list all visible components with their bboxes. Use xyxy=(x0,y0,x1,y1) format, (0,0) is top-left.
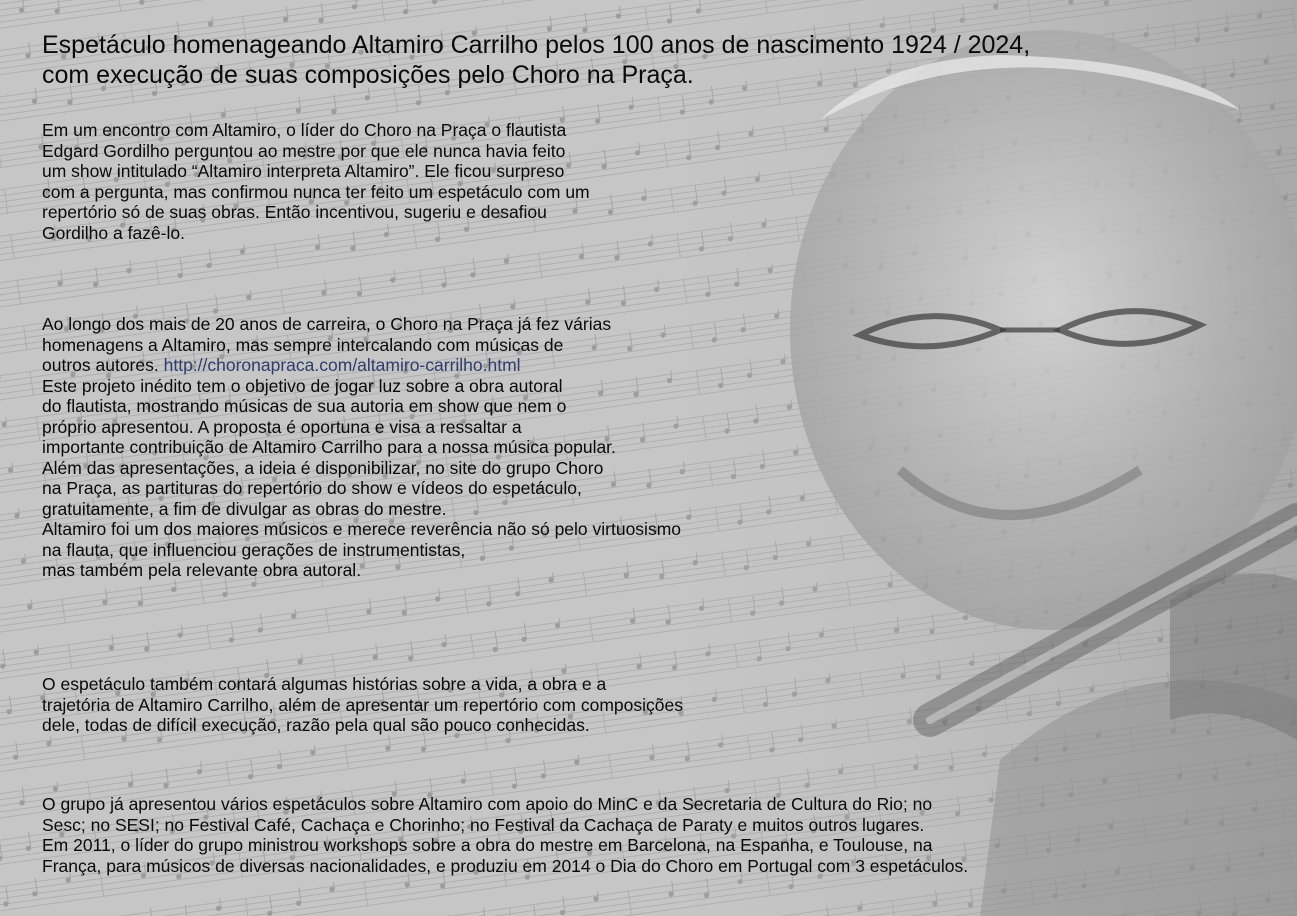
paragraph-line: um show intitulado “Altamiro interpreta Altamiro”. Ele ficou surpreso xyxy=(42,161,565,181)
paragraph-line: Ao longo dos mais de 20 anos de carreira, o Choro na Praça já fez várias xyxy=(42,314,612,334)
paragraph-line: O grupo já apresentou vários espetáculos sobre Altamiro com apoio do MinC e da Secretaria de Cultura do Rio; no xyxy=(42,794,933,814)
paragraph-line: repertório só de suas obras. Então incentivou, sugeriu e desafiou xyxy=(42,202,547,222)
paragraph-line: Gordilho a fazê-lo. xyxy=(42,222,185,243)
paragraph-line: gratuitamente, a fim de divulgar as obras do mestre. xyxy=(42,498,447,519)
paragraph-line: Além das apresentações, a ideia é disponibilizar, no site do grupo Choro xyxy=(42,457,604,478)
paragraph-line: Em 2011, o líder do grupo ministrou workshops sobre a obra do mestre em Barcelona, na Espanha, e Toulouse, na xyxy=(42,835,933,855)
paragraph-line: trajetória de Altamiro Carrilho, além de apresentar um repertório com composições xyxy=(42,694,683,715)
paragraph-line: na Praça, as partituras do repertório do show e vídeos do espetáculo, xyxy=(42,478,582,498)
paragraph-project xyxy=(42,314,681,581)
paragraph-line: mas também pela relevante obra autoral. xyxy=(42,560,362,580)
page-title xyxy=(42,30,1242,90)
paragraph-line: com a pergunta, mas confirmou nunca ter feito um espetáculo com um xyxy=(42,181,590,202)
paragraph-history xyxy=(42,794,968,876)
paragraph-stories xyxy=(42,674,683,736)
paragraph-line: próprio apresentou. A proposta é oportuna e visa a ressaltar a xyxy=(42,416,522,437)
paragraph-line: do flautista, mostrando músicas de sua autoria em show que nem o xyxy=(42,396,567,416)
paragraph-line: O espetáculo também contará algumas histórias sobre a vida, a obra e a xyxy=(42,674,607,694)
paragraph-line: dele, todas de difícil execução, razão pela qual são pouco conhecidas. xyxy=(42,715,590,735)
altamiro-page-link[interactable]: http://choronapraca.com/altamiro-carrilho.html xyxy=(163,355,521,375)
paragraph-line: na flauta, que influenciou gerações de instrumentistas, xyxy=(42,539,466,560)
paragraph-line: Este projeto inédito tem o objetivo de jogar luz sobre a obra autoral xyxy=(42,375,563,396)
title-line: com execução de suas composições pelo Choro na Praça. xyxy=(42,61,694,89)
document-body xyxy=(42,30,1282,876)
paragraph-line: França, para músicos de diversas nacionalidades, e produziu em 2014 o Dia do Choro em Portugal com 3 espetáculos. xyxy=(42,855,969,876)
paragraph-line: Altamiro foi um dos maiores músicos e merece reverência não só pelo virtuosismo xyxy=(42,519,682,539)
paragraph-encounter xyxy=(42,120,590,243)
paragraph-line: Sesc; no SESI; no Festival Café, Cachaça e Chorinho; no Festival da Cachaça de Paraty e muitos outros lugares. xyxy=(42,814,925,835)
paragraph-line: Edgard Gordilho perguntou ao mestre por que ele nunca havia feito xyxy=(42,140,566,161)
paragraph-line xyxy=(42,355,681,376)
title-line: Espetáculo homenageando Altamiro Carrilho pelos 100 anos de nascimento 1924 / 2024, xyxy=(42,31,1031,59)
paragraph-line: importante contribuição de Altamiro Carrilho para a nossa música popular. xyxy=(42,437,616,457)
paragraph-line: homenagens a Altamiro, mas sempre intercalando com músicas de xyxy=(42,334,564,355)
paragraph-line: Em um encontro com Altamiro, o líder do Choro na Praça o flautista xyxy=(42,120,567,140)
line-prefix: outros autores. xyxy=(42,355,164,375)
